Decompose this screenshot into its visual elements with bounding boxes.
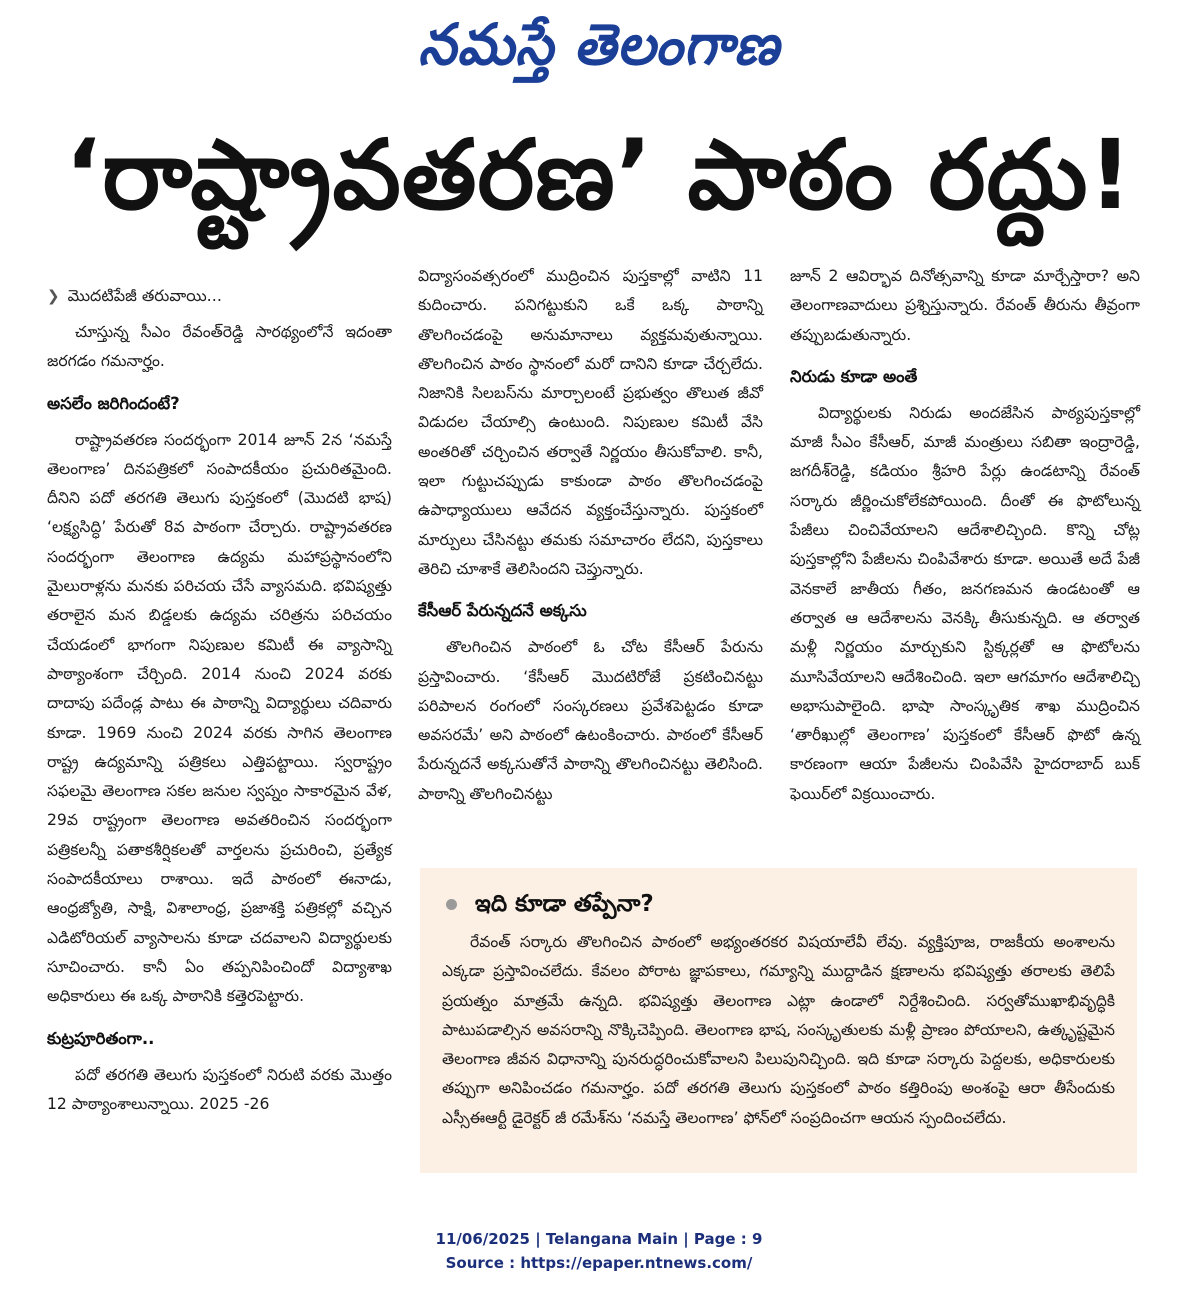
headline xyxy=(0,110,1198,240)
footer-date-edition: 11/06/2025 | Telangana Main | Page : 9 xyxy=(435,1230,763,1248)
article-paragraph: రాష్ట్రావతరణ సందర్భంగా 2014 జూన్ 2న ‘నమస్తే తెలంగాణ’ దినపత్రికలో సంపాదకీయం ప్రచురితమైంది. దీనిని పదో తరగతి తెలుగు పుస్తకంలో (మొదటి భాష) ‘లక్ష్యసిద్ధి’ పేరుతో 8వ పాఠంగా చేర్చారు. రాష్ట్రావతరణ సందర్భంగా తెలంగాణ ఉద్యమ మహాప్రస్థానంలోని మైలురాళ్లను మనకు పరిచయ చేసే వ్యాసమది. భవిష్యత్తు తరాలైన మన బిడ్డలకు ఉద్యమ చరిత్రను పరిచయం చేయడంలో భాగంగా నిపుణుల కమిటీ ఈ వ్యాసాన్ని పాఠ్యాంశంగా చేర్చింది. 2014 నుంచి 2024 వరకు దాదాపు పదేండ్ల పాటు ఈ పాఠాన్ని విద్యార్థులు చదివారు కూడా. 1969 నుంచి 2024 వరకు సాగిన తెలంగాణ రాష్ట్ర ఉద్యమాన్ని పత్రికలు ఎత్తిపట్టాయి. స్వరాష్ట్రం సఫలమై తెలంగాణ సకల జనుల స్వప్నం సాకారమైన వేళ, 29వ రాష్ట్రంగా తెలంగాణ అవతరించిన సందర్భంగా పత్రికలన్నీ పతాకశీర్షికలతో వార్తలను ప్రచురించి, ప్రత్యేక సంపాదకీయాలు రాశాయి. ఇదే పాఠంలో ఈనాడు, ఆంధ్రజ్యోతి, సాక్షి, విశాలాంధ్ర, ప్రజాశక్తి పత్రికల్లో వచ్చిన ఎడిటోరియల్ వ్యాసాలను కూడా చదవాలని విద్యార్థులకు సూచించారు. కానీ ఏం తప్పనిపించిందో విద్యాశాఖ అధికారులు ఈ ఒక్క పాఠానికి కత్తెరపెట్టారు. xyxy=(47,430,392,1006)
headline-text: ‘రాష్ట్రావతరణ’ పాఠం రద్దు! xyxy=(64,119,1134,231)
subheading-kcr-name: కేసీఆర్ పేరున్నదనే అక్కసు xyxy=(418,601,587,621)
article-paragraph: తొలగించిన పాఠంలో ఓ చోట కేసీఆర్ పేరును ప్రస్తావించారు. ‘కేసీఆర్ మొదటిరోజే ప్రకటించినట్టు పరిపాలన రంగంలో సంస్కరణలు ప్రవేశపెట్టడం కూడా అవసరమే’ అని పాఠంలో ఉటంకించారు. పాఠంలో కేసీఆర్ పేరున్నదనే అక్కసుతోనే పాఠాన్ని తొలగించినట్టు తెలిసింది. పాఠాన్ని తొలగించినట్టు xyxy=(418,638,763,803)
continued-from-front-page xyxy=(47,282,392,310)
subheading-what-happened: అసలేం జరిగిందంటే? xyxy=(47,393,180,413)
article-paragraph: విద్యాసంవత్సరంలో ముద్రించిన పుస్తకాల్లో వాటిని 11 కుదించారు. పనిగట్టుకుని ఒకే ఒక్క పాఠాన్ని తొలగించడంపై అనుమానాలు వ్యక్తమవుతున్నాయి. తొలగించిన పాఠం స్థానంలో మరో దానిని కూడా చేర్చలేదు. నిజానికి సిలబస్‌ను మార్చాలంటే ప్రభుత్వం తొలుత జీవో విడుదల చేయాల్సి ఉంటుంది. నిపుణుల కమిటీ వేసి అంతరితో చర్చించిన తర్వాతే నిర్ణయం తీసుకోవాలి. కానీ, ఇలా గుట్టుచప్పుడు కాకుండా పాఠం తొలగించడంపై ఉపాధ్యాయులు ఆవేదన వ్యక్తంచేస్తున్నారు. పుస్తకంలో మార్పులు చేసినట్టు తమకు సమాచారం లేదని, పుస్తకాలు తెరిచి చూశాకే తెలిసిందని చెప్తున్నారు. xyxy=(418,267,763,578)
sidebar-box xyxy=(420,868,1137,1173)
column-1 xyxy=(47,262,392,1119)
newspaper-logo: నమస్తే తెలంగాణ xyxy=(418,11,780,78)
box-body xyxy=(442,928,1115,1133)
article-paragraph: విద్యార్థులకు నిరుడు అందజేసిన పాఠ్యపుస్తకాల్లో మాజీ సీఎం కేసీఆర్, మాజీ మంత్రులు సబితా ఇంద్రారెడ్డి, జగదీశ్‌రెడ్డి, కడియం శ్రీహరి పేర్లు ఉండటాన్ని రేవంత్ సర్కారు జీర్ణించుకోలేకపోయింది. దీంతో ఈ ఫొటోలున్న పేజీలు చించివేయాలని ఆదేశాలిచ్చింది. కొన్ని చోట్ల పుస్తకాల్లోని పేజీలను చింపివేశారు కూడా. అయితే అదే పేజీ వెనకాలే జాతీయ గీతం, జనగణమన ఉండటంతో ఆ తర్వాత ఆ ఆదేశాలను వెనక్కి తీసుకున్నది. ఆ తర్వాత మళ్లీ నిర్ణయం మార్చుకుని స్టిక్కర్లతో ఆ ఫొటోలను మూసివేయాలని ఆదేశించింది. ఇలా ఆగమాగం ఆదేశాలిచ్చి అభాసుపాలైంది. భాషా సాంస్కృతిక శాఖ ముద్రించిన ‘తారీఖుల్లో తెలంగాణ’ పుస్తకంలో కేసీఆర్ ఫొటో ఉన్న కారణంగా ఆయా పేజీలను చింపివేసి హైదరాబాద్ బుక్ ఫెయిర్‌లో విక్రయించారు. xyxy=(790,403,1140,803)
subheading-last-year: నిరుడు కూడా అంతే xyxy=(790,366,918,386)
box-title-text: ఇది కూడా తప్పేనా? xyxy=(475,891,654,917)
column-3 xyxy=(790,262,1140,809)
article-intro: చూస్తున్న సీఎం రేవంత్‌రెడ్డి సారథ్యంలోనే ఇదంతా జరగడం గమనార్హం. xyxy=(47,323,392,371)
article-paragraph: పదో తరగతి తెలుగు పుస్తకంలో నిరుటి వరకు మొత్తం 12 పాఠ్యాంశాలున్నాయి. 2025 -26 xyxy=(47,1065,392,1113)
footer-source: Source : https://epaper.ntnews.com/ xyxy=(445,1254,753,1272)
box-paragraph: రేవంత్ సర్కారు తొలగించిన పాఠంలో అభ్యంతరకర విషయాలేవీ లేవు. వ్యక్తిపూజ, రాజకీయ అంశాలను ఎక్కడా ప్రస్తావించలేదు. కేవలం పోరాట జ్ఞాపకాలు, గమ్యాన్ని ముద్దాడిన క్షణాలను భవిష్యత్తు తరాలకు తెలిపే ప్రయత్నం మాత్రమే ఉన్నది. భవిష్యత్తు తెలంగాణ ఎట్లా ఉండాలో నిర్దేశించింది. సర్వతోముఖాభివృద్ధికి పాటుపడాల్సిన అవసరాన్ని నొక్కిచెప్పింది. తెలంగాణ భాష, సంస్కృతులకు మళ్లీ ప్రాణం పోయాలని, ఉత్కృష్టమైన తెలంగాణ జీవన విధానాన్ని పునరుద్ధరించుకోవాలని పిలుపునిచ్చింది. ఇది కూడా సర్కారు పెద్దలకు, అధికారులకు తప్పుగా అనిపించడం గమనార్హం. పదో తరగతి తెలుగు పుస్తకంలో పాఠం కత్తిరింపు అంశంపై ఆరా తీసేందుకు ఎస్సీఈఆర్టీ డైరెక్టర్ జీ రమేశ్‌ను ‘నమస్తే తెలంగాణ’ ఫోన్‌లో సంప్రదించగా ఆయన స్పందించలేదు. xyxy=(442,933,1115,1127)
subheading-conspiracy: కుట్రపూరితంగా.. xyxy=(47,1028,155,1048)
column-2 xyxy=(418,262,763,809)
continued-label: మొదటిపేజీ తరువాయి... xyxy=(67,286,222,305)
article-paragraph: జూన్ 2 ఆవిర్భావ దినోత్సవాన్ని కూడా మార్చేస్తారా? అని తెలంగాణవాదులు ప్రశ్నిస్తున్నారు. రేవంత్ తీరును తీవ్రంగా తప్పుబడుతున్నారు. xyxy=(790,267,1140,344)
box-title xyxy=(442,886,1115,922)
bullet-icon xyxy=(446,899,457,910)
masthead xyxy=(0,10,1198,80)
chevron-right-icon: ❯ xyxy=(47,287,60,305)
